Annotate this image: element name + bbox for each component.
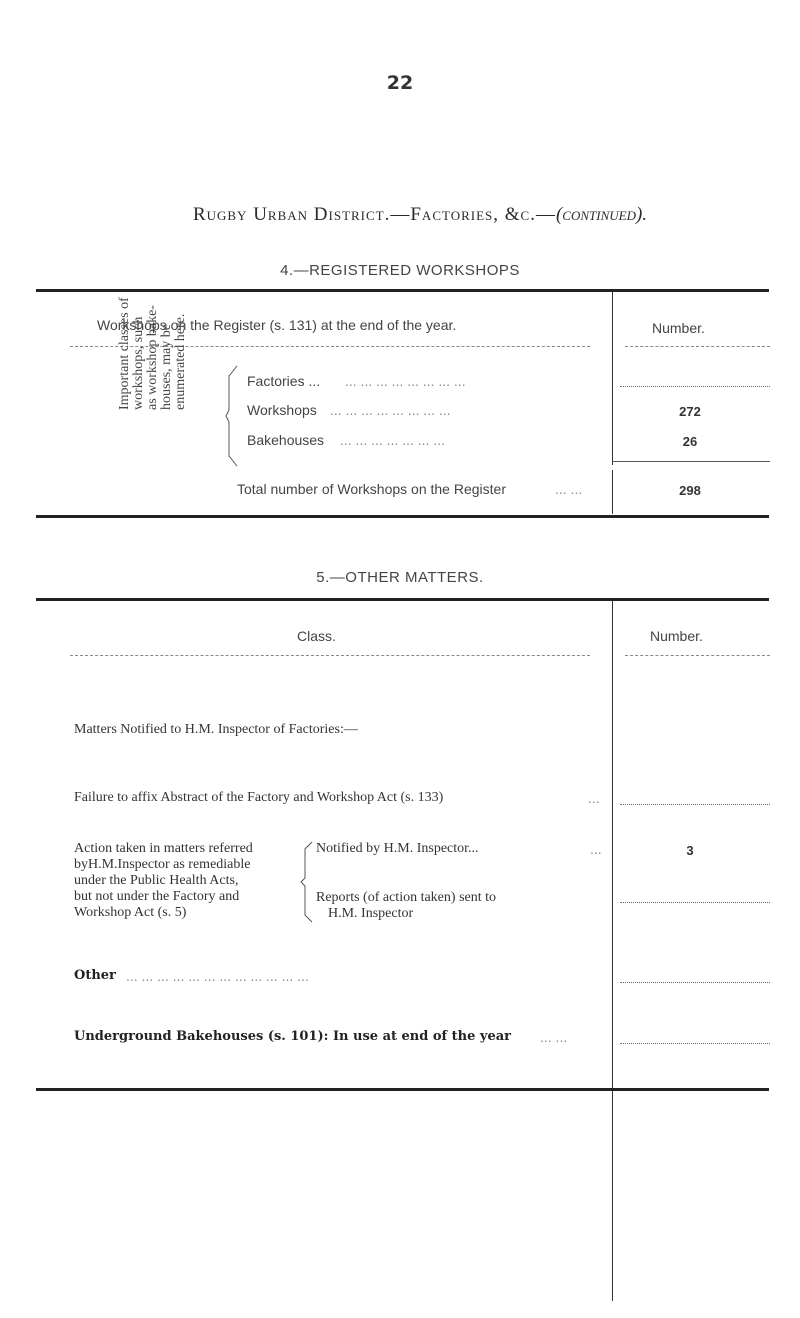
side-label-brace xyxy=(225,364,241,468)
total-workshops-value: 298 xyxy=(679,483,701,498)
section-5-heading: 5.—OTHER MATTERS. xyxy=(316,569,484,586)
table-4-column-divider xyxy=(612,292,613,465)
title-main: Rugby Urban District.—Factories, &c.— xyxy=(192,204,556,225)
table-5-header-rule xyxy=(70,655,590,656)
table-4-total-rule xyxy=(612,461,770,462)
total-workshops-dots: ... ... xyxy=(555,481,583,497)
table-5-top-rule xyxy=(36,598,769,601)
title-continued: (continued). xyxy=(555,204,648,225)
row-workshops-value: 272 xyxy=(679,404,701,419)
notified-by-inspector-label: Notified by H.M. Inspector... xyxy=(316,841,479,856)
other-label: Other xyxy=(74,968,116,983)
page-number: 22 xyxy=(386,72,414,94)
underground-bakehouses-value-blank xyxy=(620,1043,770,1044)
table-5-bottom-rule xyxy=(36,1088,769,1091)
table-5-header-class: Class. xyxy=(297,628,336,644)
reports-sent-value-blank xyxy=(620,902,770,903)
failure-abstract-dots: ... xyxy=(588,790,600,806)
table-5-column-divider xyxy=(612,601,613,1301)
table-4-header-rule-right xyxy=(625,346,770,347)
row-factories-label: Factories ... xyxy=(247,373,321,389)
reports-sent-label-cont: H.M. Inspector xyxy=(328,906,414,921)
row-workshops-dots: ... ... ... ... ... ... ... ... xyxy=(330,402,451,418)
row-bakehouses-label: Bakehouses xyxy=(247,432,325,448)
action-taken-brace xyxy=(300,840,314,924)
row-bakehouses-dots: ... ... ... ... ... ... ... xyxy=(340,432,446,448)
matters-notified-heading: Matters Notified to H.M. Inspector of Factories:— xyxy=(74,722,358,737)
row-workshops-label: Workshops xyxy=(247,402,317,418)
failure-abstract-label: Failure to affix Abstract of the Factory and Workshop Act (s. 133) xyxy=(74,790,444,805)
table-4-bottom-rule xyxy=(36,515,769,518)
underground-bakehouses-dots: ... ... xyxy=(540,1029,568,1045)
section-4-heading: 4.—REGISTERED WORKSHOPS xyxy=(280,262,520,279)
page-title xyxy=(40,204,800,226)
table-4-header-description: Workshops on the Register (s. 131) at the end of the year. xyxy=(97,317,457,333)
other-dots: ... ... ... ... ... ... ... ... ... ... ... ... xyxy=(126,968,309,984)
notified-by-inspector-value: 3 xyxy=(686,843,694,858)
underground-bakehouses-label: Underground Bakehouses (s. 101): In use at end of the year xyxy=(74,1029,512,1044)
failure-abstract-value-blank xyxy=(620,804,770,805)
table-4-top-rule xyxy=(36,289,769,292)
other-value-blank xyxy=(620,982,770,983)
row-bakehouses-value: 26 xyxy=(682,434,698,449)
side-label-workshop-classes: Important classes of workshops, such as workshop bake- houses, may be enumerated here. xyxy=(117,297,188,410)
action-taken-block: Action taken in matters referred byH.M.Inspector as remediable under the Public Health Acts, but not under the Factory and Workshop Act (s. 5) xyxy=(74,841,253,920)
table-5-header-number: Number. xyxy=(650,628,703,644)
row-factories-dots: ... ... ... ... ... ... ... ... xyxy=(345,373,466,389)
reports-sent-label: Reports (of action taken) sent to xyxy=(316,890,497,905)
row-factories-value-blank xyxy=(620,386,770,387)
table-4-header-number: Number. xyxy=(652,320,705,336)
notified-by-inspector-dots: ... xyxy=(590,841,602,857)
table-5-header-rule-right xyxy=(625,655,770,656)
table-4-total-divider xyxy=(612,470,613,514)
total-workshops-label: Total number of Workshops on the Register xyxy=(237,481,506,497)
